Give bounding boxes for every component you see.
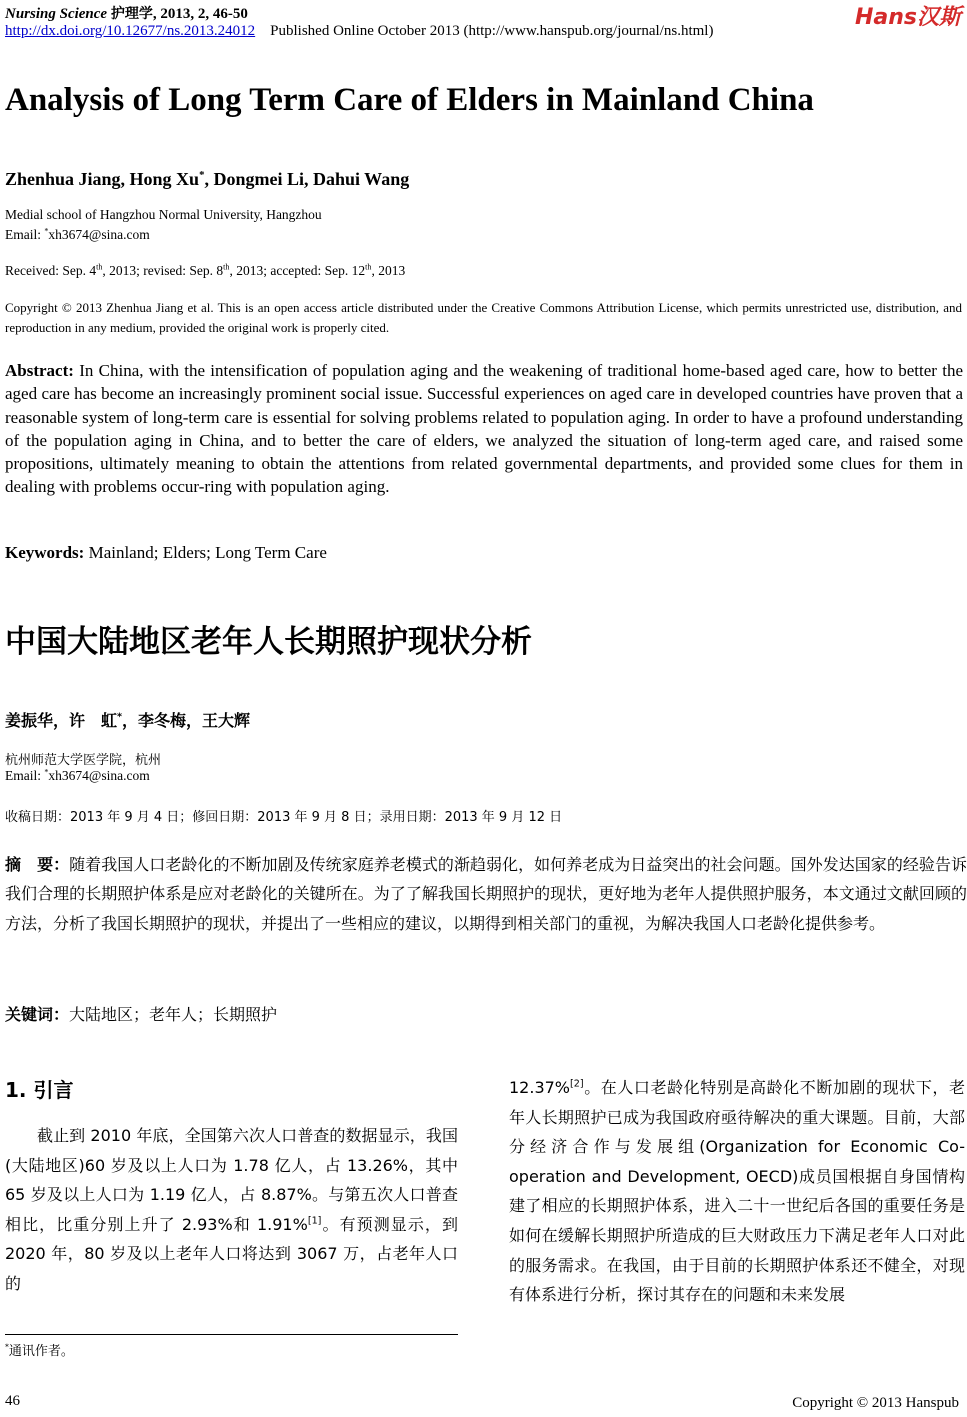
- email-cn: [5, 768, 150, 784]
- revised-text: , 2013; revised: Sep. 8: [102, 263, 224, 278]
- corresponding-mark: *: [199, 169, 205, 181]
- received-dates-cn: 收稿日期：2013 年 9 月 4 日；修回日期：2013 年 9 月 8 日；录用日期：2013 年 9 月 12 日: [5, 810, 563, 825]
- page-number: 46: [5, 1393, 20, 1409]
- doi-line: [5, 23, 713, 40]
- body-column-right: [509, 1073, 965, 1310]
- accepted-text: , 2013; accepted: Sep. 12: [229, 263, 366, 278]
- intro-continuation-part2: 。在人口老龄化特别是高龄化不断加剧的现状下，老年人长期照护已成为我国政府亟待解决的重大课题。目前，大部分经济合作与发展组(Organization for Economic Co-operation and Development, OECD)成员国根据自身国情构建了相应的长期照护体系，进入二十一世纪后各国的重要任务是如何在缓解长期照护所造成的巨大财政压力下满足老年人口对此的服务需求。在我国，由于目前的长期照护体系还不健全，对现有体系进行分析，探讨其存在的问题和未来发展: [509, 1078, 965, 1305]
- email-prefix: Email:: [5, 227, 45, 242]
- received-text: Received: Sep. 4: [5, 263, 97, 278]
- received-dates-en: [5, 263, 405, 279]
- intro-text-part2: 。有预测显示，到 2020 年，80 岁及以上老年人口将达到 3067 万，占老年人口的: [5, 1214, 458, 1293]
- copyright-notice-en: Copyright © 2013 Zhenhua Jiang et al. This is an open access article distributed under the Creative Commons Attribution License, which permits unrestricted use, distribution, and reproduction in any medium, provided the original work is properly cited.: [5, 300, 962, 335]
- abstract-label-cn: 摘 要：: [5, 855, 70, 874]
- citation-2[interactable]: [2]: [570, 1078, 584, 1090]
- keywords-text-cn: 大陆地区；老年人；长期照护: [69, 1005, 278, 1024]
- abstract-en: [5, 359, 963, 499]
- abstract-label-en: Abstract:: [5, 361, 74, 380]
- publisher-logo: Hans汉斯: [854, 5, 961, 30]
- authors-cn: [5, 708, 250, 731]
- journal-name: Nursing Science: [5, 6, 108, 22]
- email-cn-mark: *: [44, 767, 49, 777]
- intro-paragraph: [5, 1121, 458, 1299]
- keywords-cn: [5, 1002, 277, 1025]
- email-cn-address[interactable]: xh3674@sina.com: [48, 768, 150, 783]
- footnote: [5, 1340, 74, 1359]
- footnote-text: 通讯作者。: [8, 1344, 74, 1359]
- doi-link[interactable]: http://dx.doi.org/10.12677/ns.2013.24012: [5, 23, 256, 39]
- footnote-divider: [5, 1334, 458, 1335]
- footer-copyright: Copyright © 2013 Hanspub: [792, 1395, 959, 1411]
- accepted-sup: th: [365, 262, 372, 272]
- keywords-label-cn: 关键词：: [5, 1005, 70, 1024]
- abstract-cn: [5, 850, 967, 938]
- keywords-label-en: Keywords:: [5, 543, 85, 562]
- journal-issue: , 2013, 2, 46-50: [152, 6, 248, 22]
- abstract-text-cn: 随着我国人口老龄化的不断加剧及传统家庭养老模式的渐趋弱化，如何养老成为日益突出的社会问题。国外发达国家的经验告诉我们合理的长期照护体系是应对老龄化的关键所在。为了了解我国长期照护的现状，更好地为老年人提供照护服务，本文通过文献回顾的方法，分析了我国长期照护的现状，并提出了一些相应的建议，以期得到相关部门的重视，为解决我国人口老龄化提供参考。: [5, 855, 967, 933]
- email-cn-prefix: Email:: [5, 768, 45, 783]
- journal-header: [5, 3, 248, 23]
- affiliation-cn: 杭州师范大学医学院，杭州: [5, 753, 162, 768]
- authors-cn-part1: 姜振华，许 虹: [5, 711, 118, 730]
- section-heading: 1. 引言: [5, 1078, 74, 1102]
- intro-continuation-part1: 12.37%: [509, 1078, 571, 1097]
- body-column-left: [5, 1121, 458, 1299]
- email-mark: *: [44, 226, 49, 236]
- affiliation-en: Medial school of Hangzhou Normal University, Hangzhou: [5, 207, 322, 222]
- accepted-year: , 2013: [371, 263, 406, 278]
- authors-cn-part2: ，李冬梅，王大辉: [122, 711, 251, 730]
- keywords-text-en: Mainland; Elders; Long Term Care: [84, 543, 327, 562]
- authors-en-part2: , Dongmei Li, Dahui Wang: [204, 169, 410, 189]
- footnote-mark: *: [5, 1342, 9, 1352]
- paper-title-en: Analysis of Long Term Care of Elders in Mainland China: [5, 82, 814, 118]
- authors-en-part1: Zhenhua Jiang, Hong Xu: [5, 169, 200, 189]
- abstract-text-en: In China, with the intensification of population aging and the weakening of traditional home-based aged care, how to better the aged care has become an increasingly prominent social issue. Successful experiences on aged care in developed countries have proven that a reasonable system of long-term care is essential for solving problems related to population aging. In order to have a profound understanding of the population aging in China, and to better the care of elders, we analyzed the situation of long-term aged care, and raised some propositions, ultimately meaning to obtain the attentions from related governmental departments, and provided some clues for them in dealing with problems occur-ring with population aging.: [5, 361, 963, 497]
- revised-sup: th: [223, 262, 230, 272]
- intro-text-part1: 截止到 2010 年底，全国第六次人口普查的数据显示，我国(大陆地区)60 岁及以上人口为 1.78 亿人，占 13.26%，其中 65 岁及以上人口为 1.19 亿人，占 8.87%。与第五次人口普查相比，比重分别上升了 2.93%和 1.91%: [5, 1126, 458, 1234]
- citation-1[interactable]: [1]: [307, 1215, 322, 1227]
- email-address[interactable]: xh3674@sina.com: [48, 227, 150, 242]
- published-online: Published Online October 2013 (http://www.hanspub.org/journal/ns.html): [270, 23, 714, 39]
- authors-en: [5, 169, 409, 190]
- keywords-en: [5, 543, 327, 563]
- email-en: [5, 227, 150, 243]
- received-sup: th: [96, 262, 103, 272]
- corresponding-mark-cn: *: [117, 711, 123, 723]
- journal-name-cn: 护理学: [110, 6, 153, 22]
- paper-title-cn: 中国大陆地区老年人长期照护现状分析: [5, 624, 532, 660]
